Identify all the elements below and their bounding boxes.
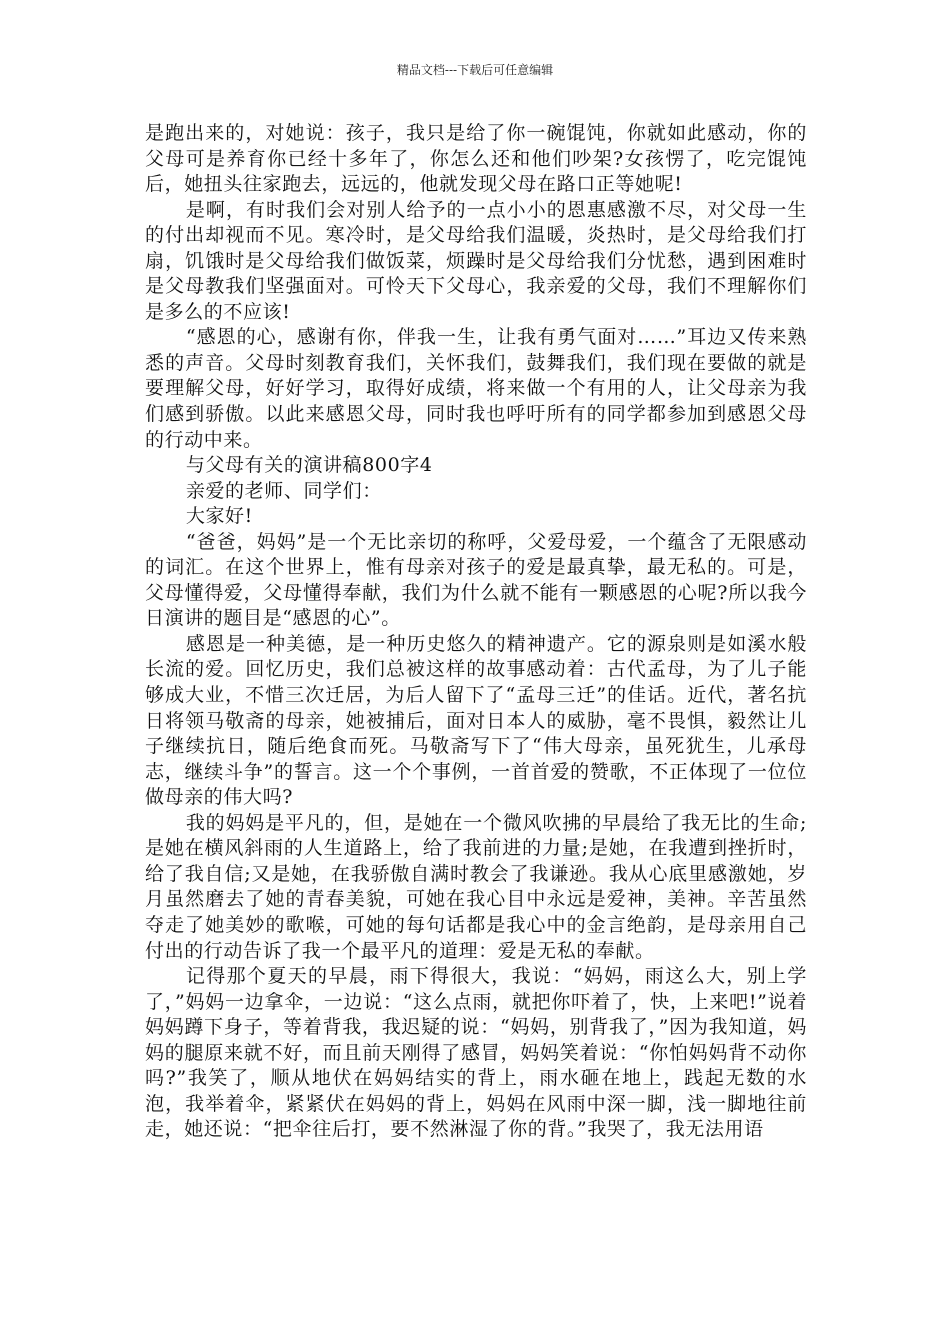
page-header: 精品文档---下载后可任意编辑: [396, 63, 554, 77]
salutation: 亲爱的老师、同学们：: [185, 479, 382, 502]
paragraph: 我的妈妈是平凡的，但，是她在一个微风吹拂的早晨给了我无比的生命;是她在横风斜雨的人生道路上，给了我前进的力量;是她，在我遭到挫折时，给了我自信;又是她，在我骄傲自满时教会了我谦逊。我从心底里感激她，岁月虽然磨去了她的青春美貌，可她在我心目中永远是爱神，美神。辛苦虽然夺走了她美妙的歌喉，可她的每句话都是我心中的金言绝韵，是母亲用自己付出的行动告诉了我一个最平凡的道理：爱是无私的奉献。: [145, 811, 807, 962]
document-body: [145, 121, 807, 1143]
paragraph: “感恩的心，感谢有你，伴我一生，让我有勇气面对……”耳边又传来熟悉的声音。父母时刻教育我们，关怀我们，鼓舞我们，我们现在要做的就是要理解父母，好好学习，取得好成绩，将来做一个有用的人，让父母亲为我们感到骄傲。以此来感恩父母，同时我也呼吁所有的同学都参加到感恩父母的行动中来。: [145, 326, 807, 451]
paragraph: 感恩是一种美德，是一种历史悠久的精神遗产。它的源泉则是如溪水般长流的爱。回忆历史，我们总被这样的故事感动着：古代孟母，为了儿子能够成大业，不惜三次迁居，为后人留下了“孟母三迁”的佳话。近代，著名抗日将领马敬斋的母亲，她被捕后，面对日本人的威胁，毫不畏惧，毅然让儿子继续抗日，随后绝食而死。马敬斋写下了“伟大母亲，虽死犹生，儿承母志，继续斗争”的誓言。这一个个事例，一首首爱的赞歌，不正体现了一位位做母亲的伟大吗?: [145, 632, 807, 809]
paragraph: 记得那个夏天的早晨，雨下得很大，我说：“妈妈，雨这么大，别上学了，”妈妈一边拿伞，一边说：“这么点雨，就把你吓着了，快，上来吧!”说着妈妈蹲下身子，等着背我，我迟疑的说：“妈妈，别背我了，”因为我知道，妈妈的腿原来就不好，而且前天刚得了感冒，妈妈笑着说：“你怕妈妈背不动你吗?”我笑了，顺从地伏在妈妈结实的背上，雨水砸在地上，践起无数的水泡，我举着伞，紧紧伏在妈妈的背上，妈妈在风雨中深一脚，浅一脚地往前走，她还说：“把伞往后打，要不然淋湿了你的背。”我哭了，我无法用语: [145, 965, 807, 1141]
paragraph: “爸爸，妈妈”是一个无比亲切的称呼，父爱母爱，一个蕴含了无限感动的词汇。在这个世界上，惟有母亲对孩子的爱是最真挚，最无私的。可是，父母懂得爱，父母懂得奉献，我们为什么就不能有一颗感恩的心呢?所以我今日演讲的题目是“感恩的心”。: [145, 530, 807, 630]
section-title: 与父母有关的演讲稿800字4: [185, 454, 433, 477]
paragraph: 是啊，有时我们会对别人给予的一点小小的恩惠感激不尽，对父母一生的付出却视而不见。寒冷时，是父母给我们温暖，炎热时，是父母给我们打扇，饥饿时是父母给我们做饭菜，烦躁时是父母给我们分忧愁，遇到困难时是父母教我们坚强面对。可怜天下父母心，我亲爱的父母，我们不理解你们是多么的不应该!: [145, 198, 807, 323]
paragraph: 是跑出来的，对她说：孩子，我只是给了你一碗馄饨，你就如此感动，你的父母可是养育你已经十多年了，你怎么还和他们吵架?女孩愣了，吃完馄饨后，她扭头往家跑去，远远的，他就发现父母在路口正等她呢!: [145, 122, 807, 196]
greeting: 大家好!: [185, 505, 253, 528]
